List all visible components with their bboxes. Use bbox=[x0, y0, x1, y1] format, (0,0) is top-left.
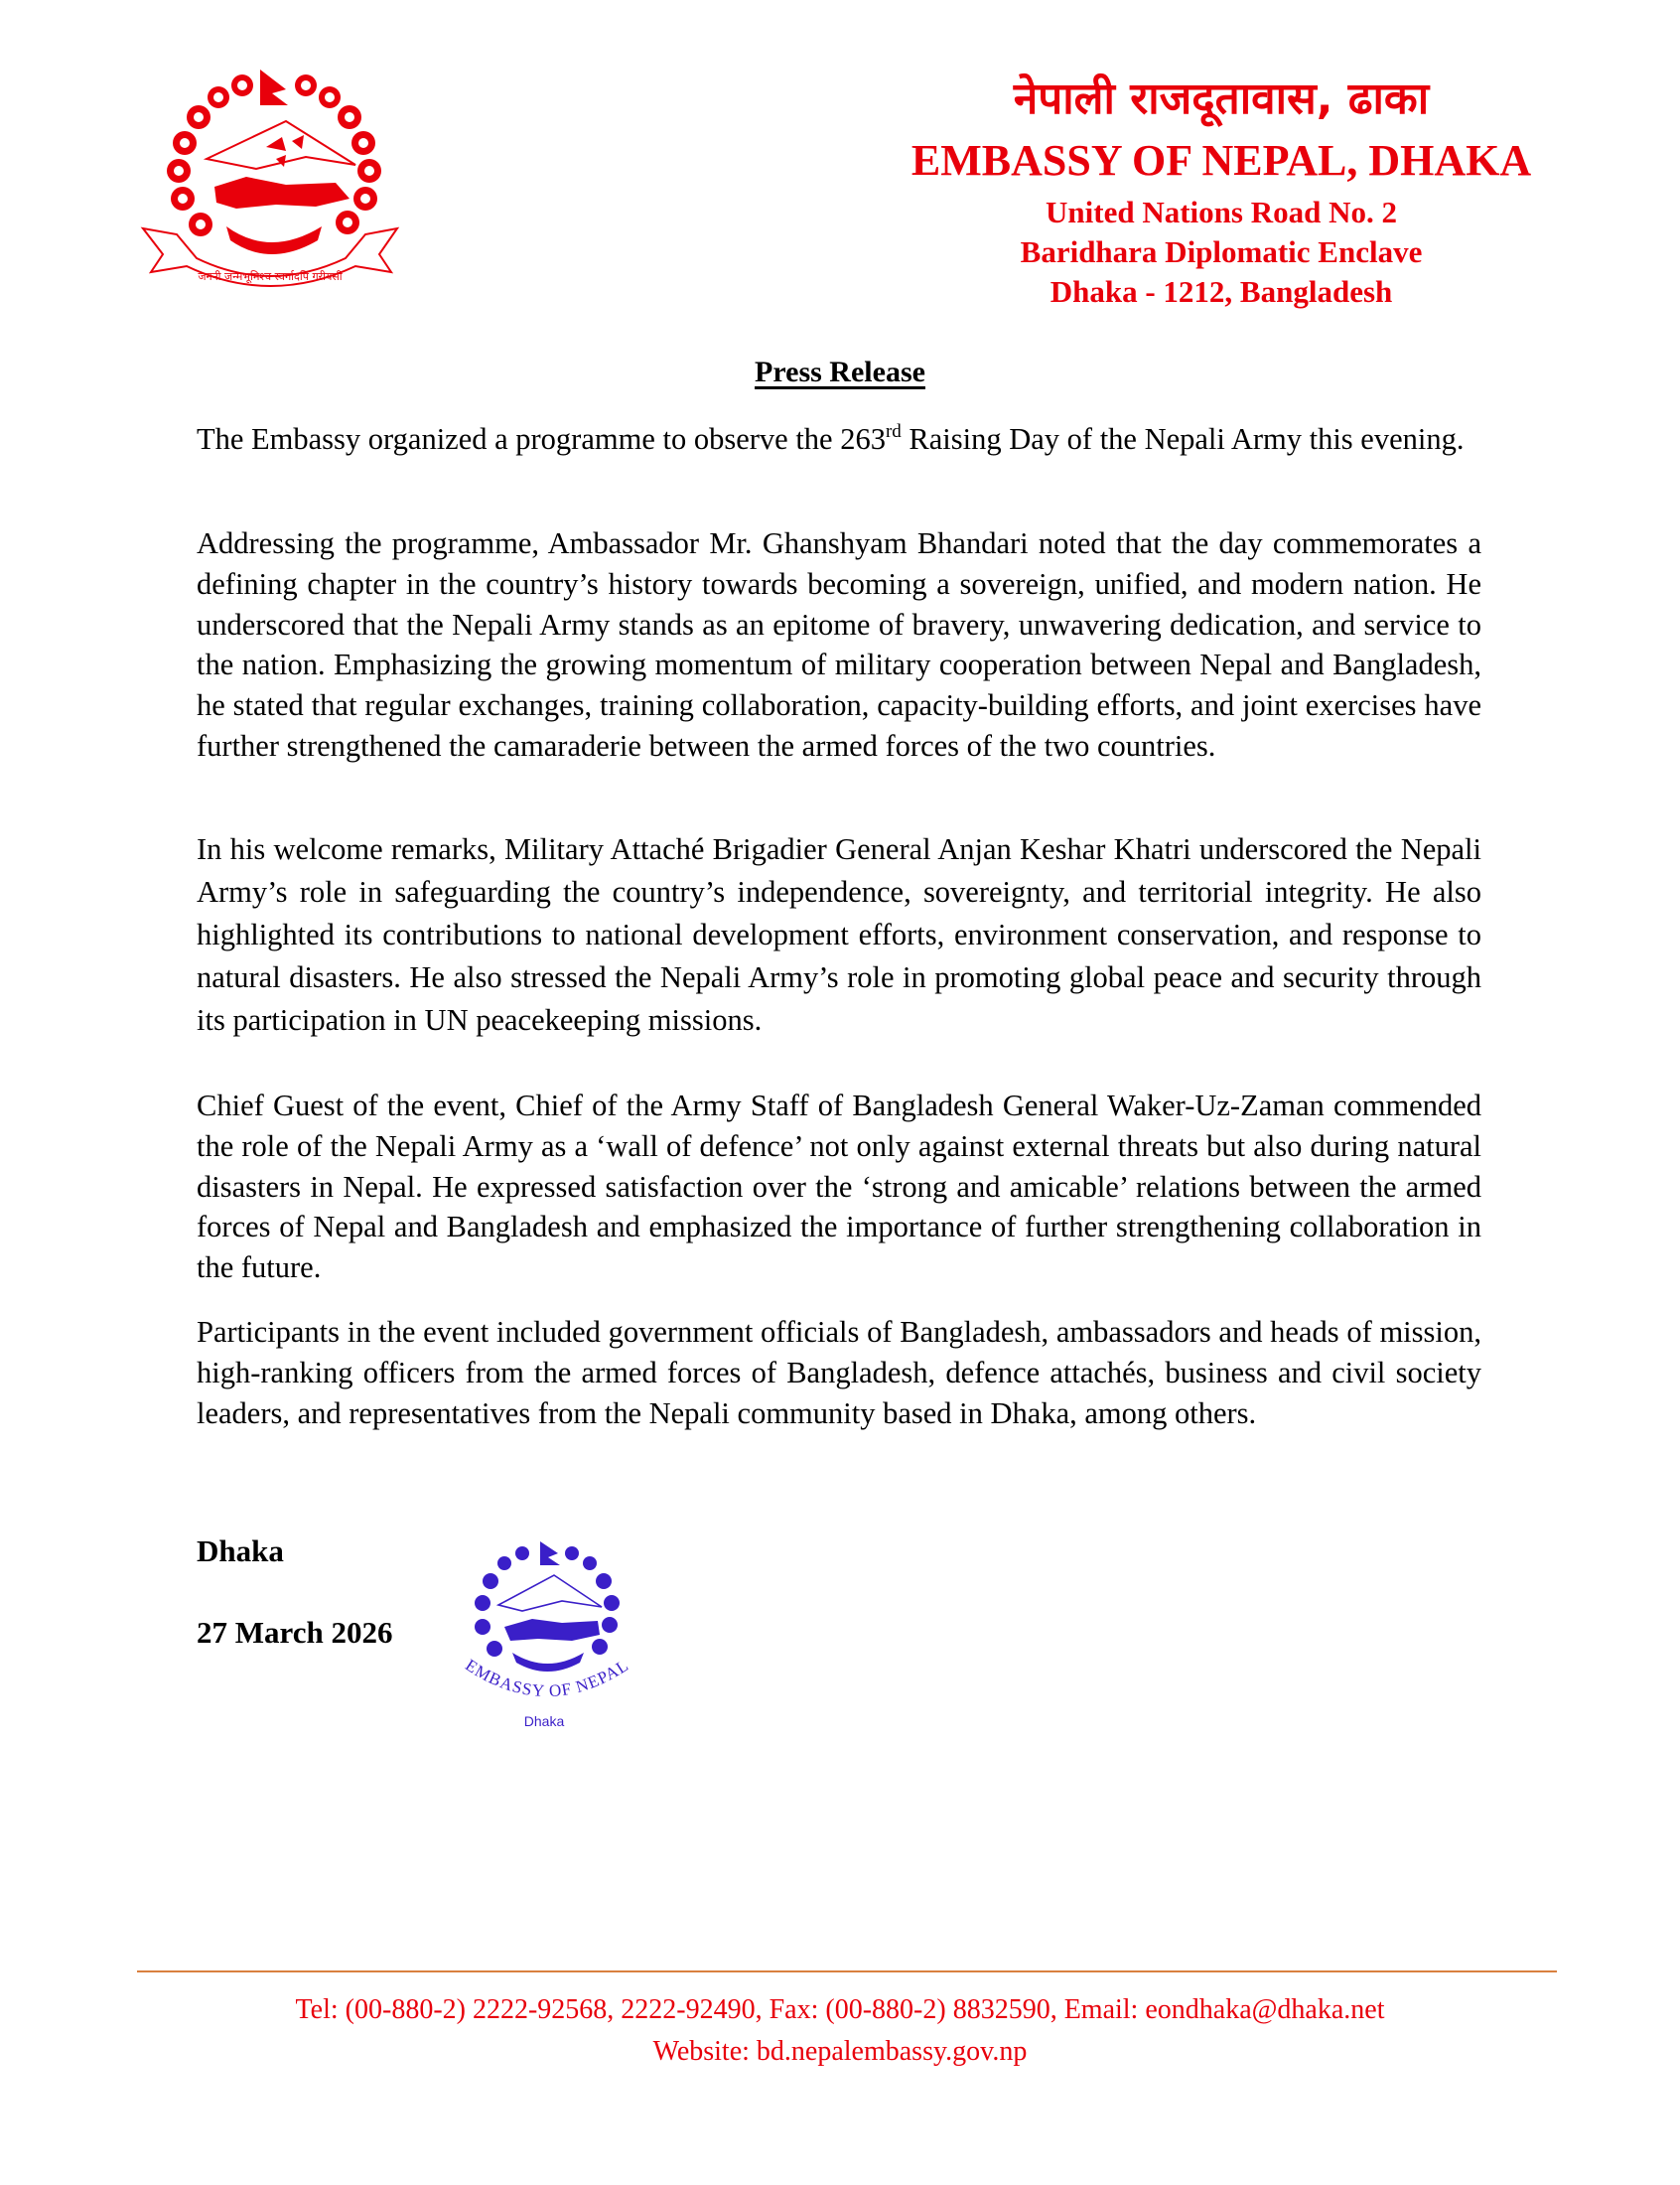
document-title bbox=[0, 356, 1680, 389]
paragraph-ambassador-remarks: Addressing the programme, Ambassador Mr. Ghanshyam Bhandari noted that the day commemorates a defining chapter in the country’s history towards becoming a sovereign, unified, and modern nation. He underscored that the Nepali Army stands as an epitome of bravery, unwavering dedication, and service to the nation. Emphasizing the growing momentum of military cooperation between Nepal and Bangladesh, he stated that regular exchanges, training collaboration, capacity-building efforts, and joint exercises have further strengthened the camaraderie between the armed forces of the two countries. bbox=[197, 526, 1481, 763]
paragraph-intro-post: Raising Day of the Nepali Army this evening. bbox=[901, 422, 1465, 456]
sign-off-date: 27 March 2026 bbox=[197, 1615, 393, 1650]
ordinal-superscript: rd bbox=[885, 421, 902, 442]
paragraph-chief-guest-remarks: Chief Guest of the event, Chief of the Army Staff of Bangladesh General Waker-Uz-Zaman commended the role of the Nepali Army as a ‘wall of defence’ not only against external threats but also during natural disasters in Nepal. He expressed satisfaction over the ‘strong and amicable’ relations between the armed forces of Nepal and Bangladesh and emphasized the importance of further strengthening collaboration in the future. bbox=[197, 1089, 1481, 1285]
svg-text:जननी जन्मभूमिश्च स्वर्गादपि गर: जननी जन्मभूमिश्च स्वर्गादपि गरीयसी bbox=[198, 270, 343, 283]
address-line-3: Dhaka - 1212, Bangladesh bbox=[1050, 274, 1393, 309]
footer-divider bbox=[137, 1970, 1557, 1972]
embassy-stamp-icon bbox=[443, 1535, 651, 1744]
footer-website-line: Website: bd.nepalembassy.gov.np bbox=[652, 2036, 1028, 2067]
nepal-emblem-icon bbox=[137, 60, 403, 296]
sign-off-place: Dhaka bbox=[197, 1533, 284, 1568]
embassy-name-nepali: नेपाली राजदूतावास, ढाका bbox=[1013, 73, 1430, 124]
svg-text:EMBASSY OF NEPAL bbox=[462, 1656, 631, 1700]
address-line-1: United Nations Road No. 2 bbox=[1046, 195, 1397, 229]
paragraph-military-attache-remarks: In his welcome remarks, Military Attaché Brigadier General Anjan Keshar Khatri underscored the Nepali Army’s role in safeguarding the country’s independence, sovereignty, and territorial integrity. He also highlighted its contributions to national development efforts, environment conservation, and response to natural disasters. He also stressed the Nepali Army’s role in promoting global peace and security through its participation in UN peacekeeping missions. bbox=[197, 832, 1481, 1037]
address-line-2: Baridhara Diplomatic Enclave bbox=[1020, 234, 1423, 269]
press-release-heading: Press Release bbox=[755, 356, 925, 388]
embassy-name-english: EMBASSY OF NEPAL, DHAKA bbox=[910, 136, 1532, 185]
stamp-arc-text: EMBASSY OF NEPAL bbox=[462, 1655, 632, 1701]
paragraph-intro-pre: The Embassy organized a programme to observe the 263 bbox=[197, 422, 886, 456]
paragraph-participants: Participants in the event included government officials of Bangladesh, ambassadors and heads of mission, high-ranking officers from the armed forces of Bangladesh, defence attachés, business and civil society leaders, and representatives from the Nepali community based in Dhaka, among others. bbox=[197, 1315, 1481, 1430]
footer-contact-line: Tel: (00-880-2) 2222-92568, 2222-92490, Fax: (00-880-2) 8832590, Email: eondhaka@dhaka.net bbox=[295, 1994, 1385, 2025]
stamp-sub-text: Dhaka bbox=[523, 1713, 565, 1729]
paragraph-intro bbox=[197, 419, 1481, 460]
